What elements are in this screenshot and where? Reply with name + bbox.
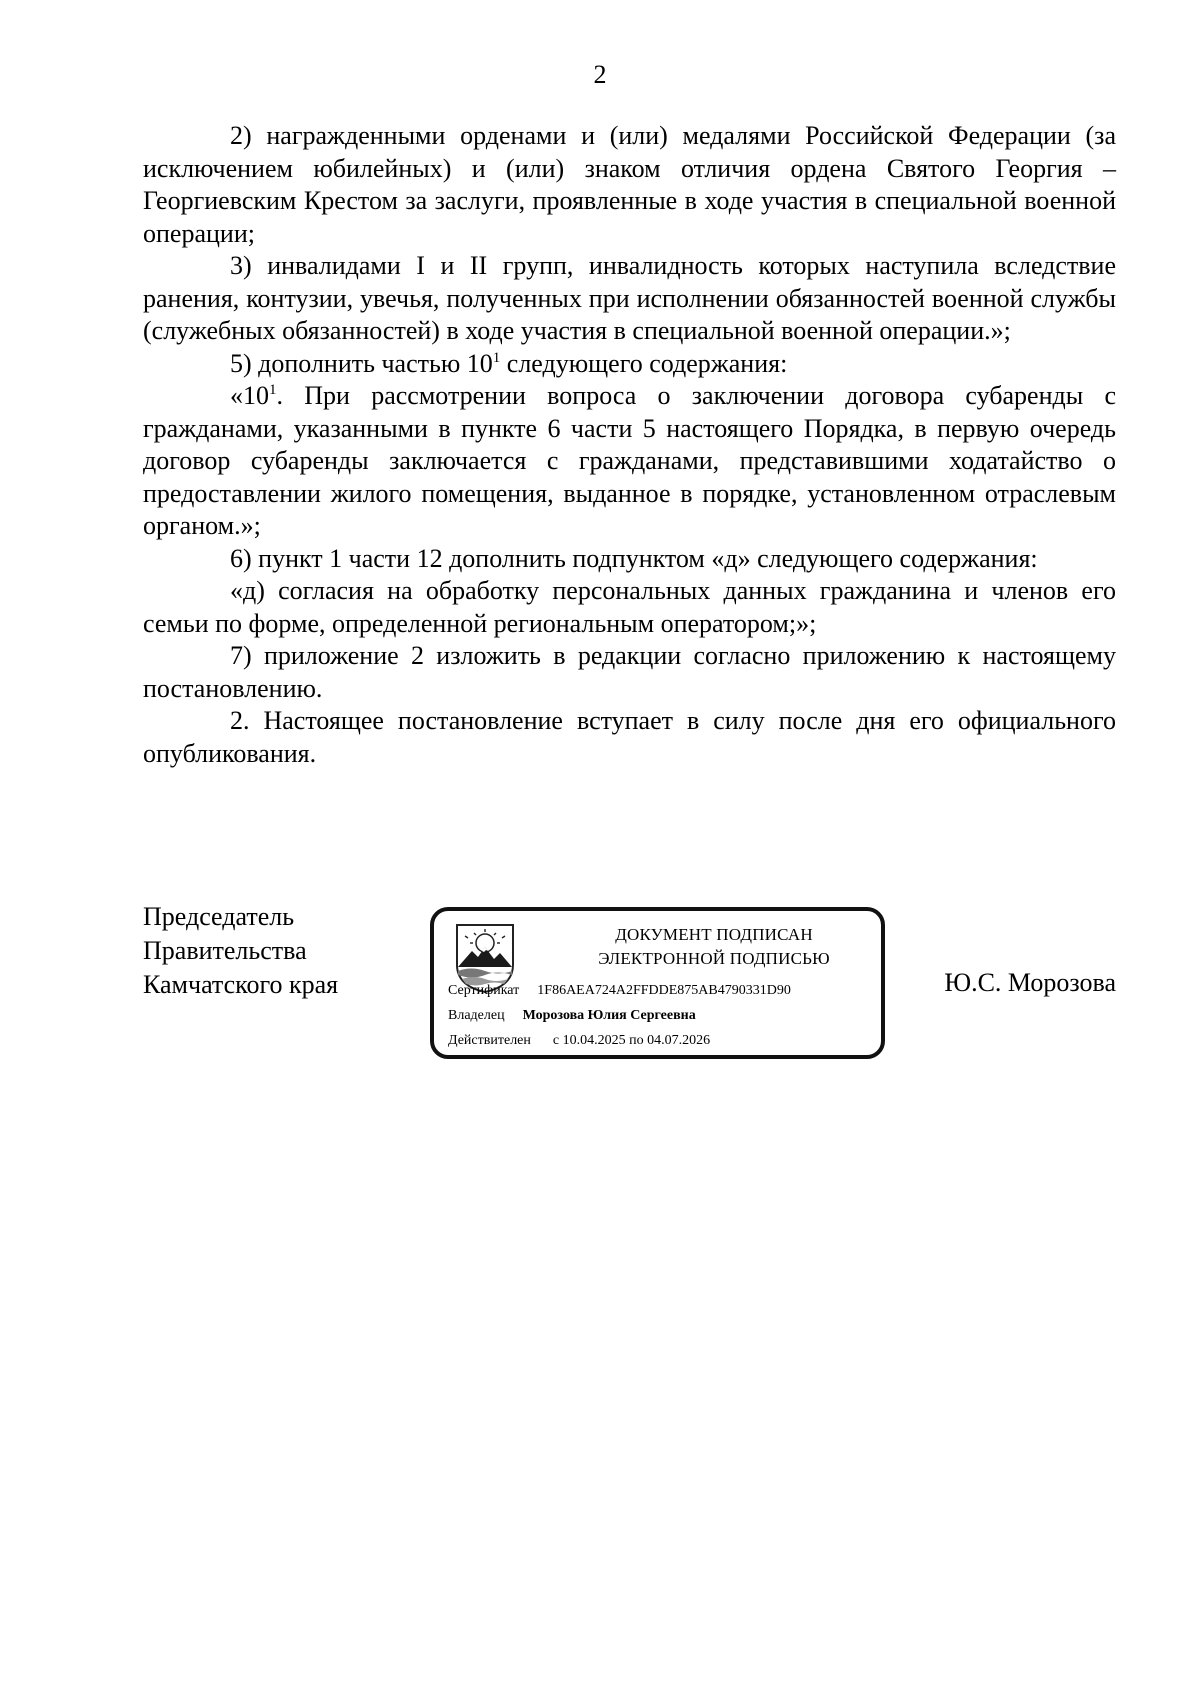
signatory-name: Ю.С. Морозова [944, 968, 1116, 997]
superscript: 1 [492, 349, 501, 366]
position-line: Камчатского края [143, 970, 339, 999]
paragraph-item-3: 3) инвалидами I и II групп, инвалидность которых наступила вследствие ранения, контузии, увечья, полученных при исполнении обязанностей военной службы (служебных обязанностей) в ходе участия в специальной военной операции.»; [143, 251, 1116, 345]
paragraph-text: следующего содержания: [500, 348, 788, 378]
position-line: Председатель [143, 902, 295, 931]
paragraph-item-7: 7) приложение 2 изложить в редакции согласно приложению к настоящему постановлению. [143, 641, 1116, 703]
paragraph-text: «10 [230, 381, 269, 410]
paragraph-subitem-d: «д) согласия на обработку персональных данных гражданина и членов его семьи по форме, определенной региональным оператором;»; [143, 576, 1116, 638]
certificate-label: Сертификат [448, 983, 520, 998]
paragraph-text: 5) дополнить частью 10 [230, 348, 493, 378]
signatory-position [143, 900, 338, 1002]
paragraph-item-5 [143, 348, 1116, 381]
stamp-header: ДОКУМЕНТ ПОДПИСАН [615, 925, 813, 944]
position-line: Правительства [143, 936, 307, 965]
paragraph-part-10-1 [143, 380, 1116, 543]
certificate-value: 1F86AEA724A2FFDDE875AB4790331D90 [537, 983, 791, 998]
paragraph-item-6: 6) пункт 1 части 12 дополнить подпунктом «д» следующего содержания: [230, 543, 1038, 573]
owner-row [448, 1008, 696, 1024]
paragraph-text: . При рассмотрении вопроса о заключении договора субаренды с гражданами, указанными в пункте 6 части 5 настоящего Порядка, в первую очередь договор субаренды заключается с гражданами, представившими ходатайство о предоставлении жилого помещения, выданное в порядке, установленном отраслевым органом.»; [143, 381, 1116, 540]
owner-label: Владелец [448, 1008, 505, 1023]
owner-value: Морозова Юлия Сергеевна [522, 1008, 696, 1023]
paragraph-clause-2: 2. Настоящее постановление вступает в силу после дня его официального опубликования. [143, 706, 1116, 768]
page-number: 2 [593, 60, 607, 89]
electronic-signature-stamp [430, 907, 885, 1059]
certificate-row [448, 983, 791, 999]
superscript: 1 [269, 382, 277, 399]
stamp-header: ЭЛЕКТРОННОЙ ПОДПИСЬЮ [598, 949, 830, 968]
validity-label: Действителен [448, 1033, 531, 1048]
validity-row [448, 1033, 710, 1049]
paragraph-item-2: 2) награжденными орденами и (или) медалями Российской Федерации (за исключением юбилейных) и (или) знаком отличия ордена Святого Георгия – Георгиевским Крестом за заслуги, проявленные в ходе участия в специальной военной операции; [143, 121, 1116, 248]
document-body [143, 120, 1116, 770]
validity-value: с 10.04.2025 по 04.07.2026 [552, 1033, 711, 1048]
